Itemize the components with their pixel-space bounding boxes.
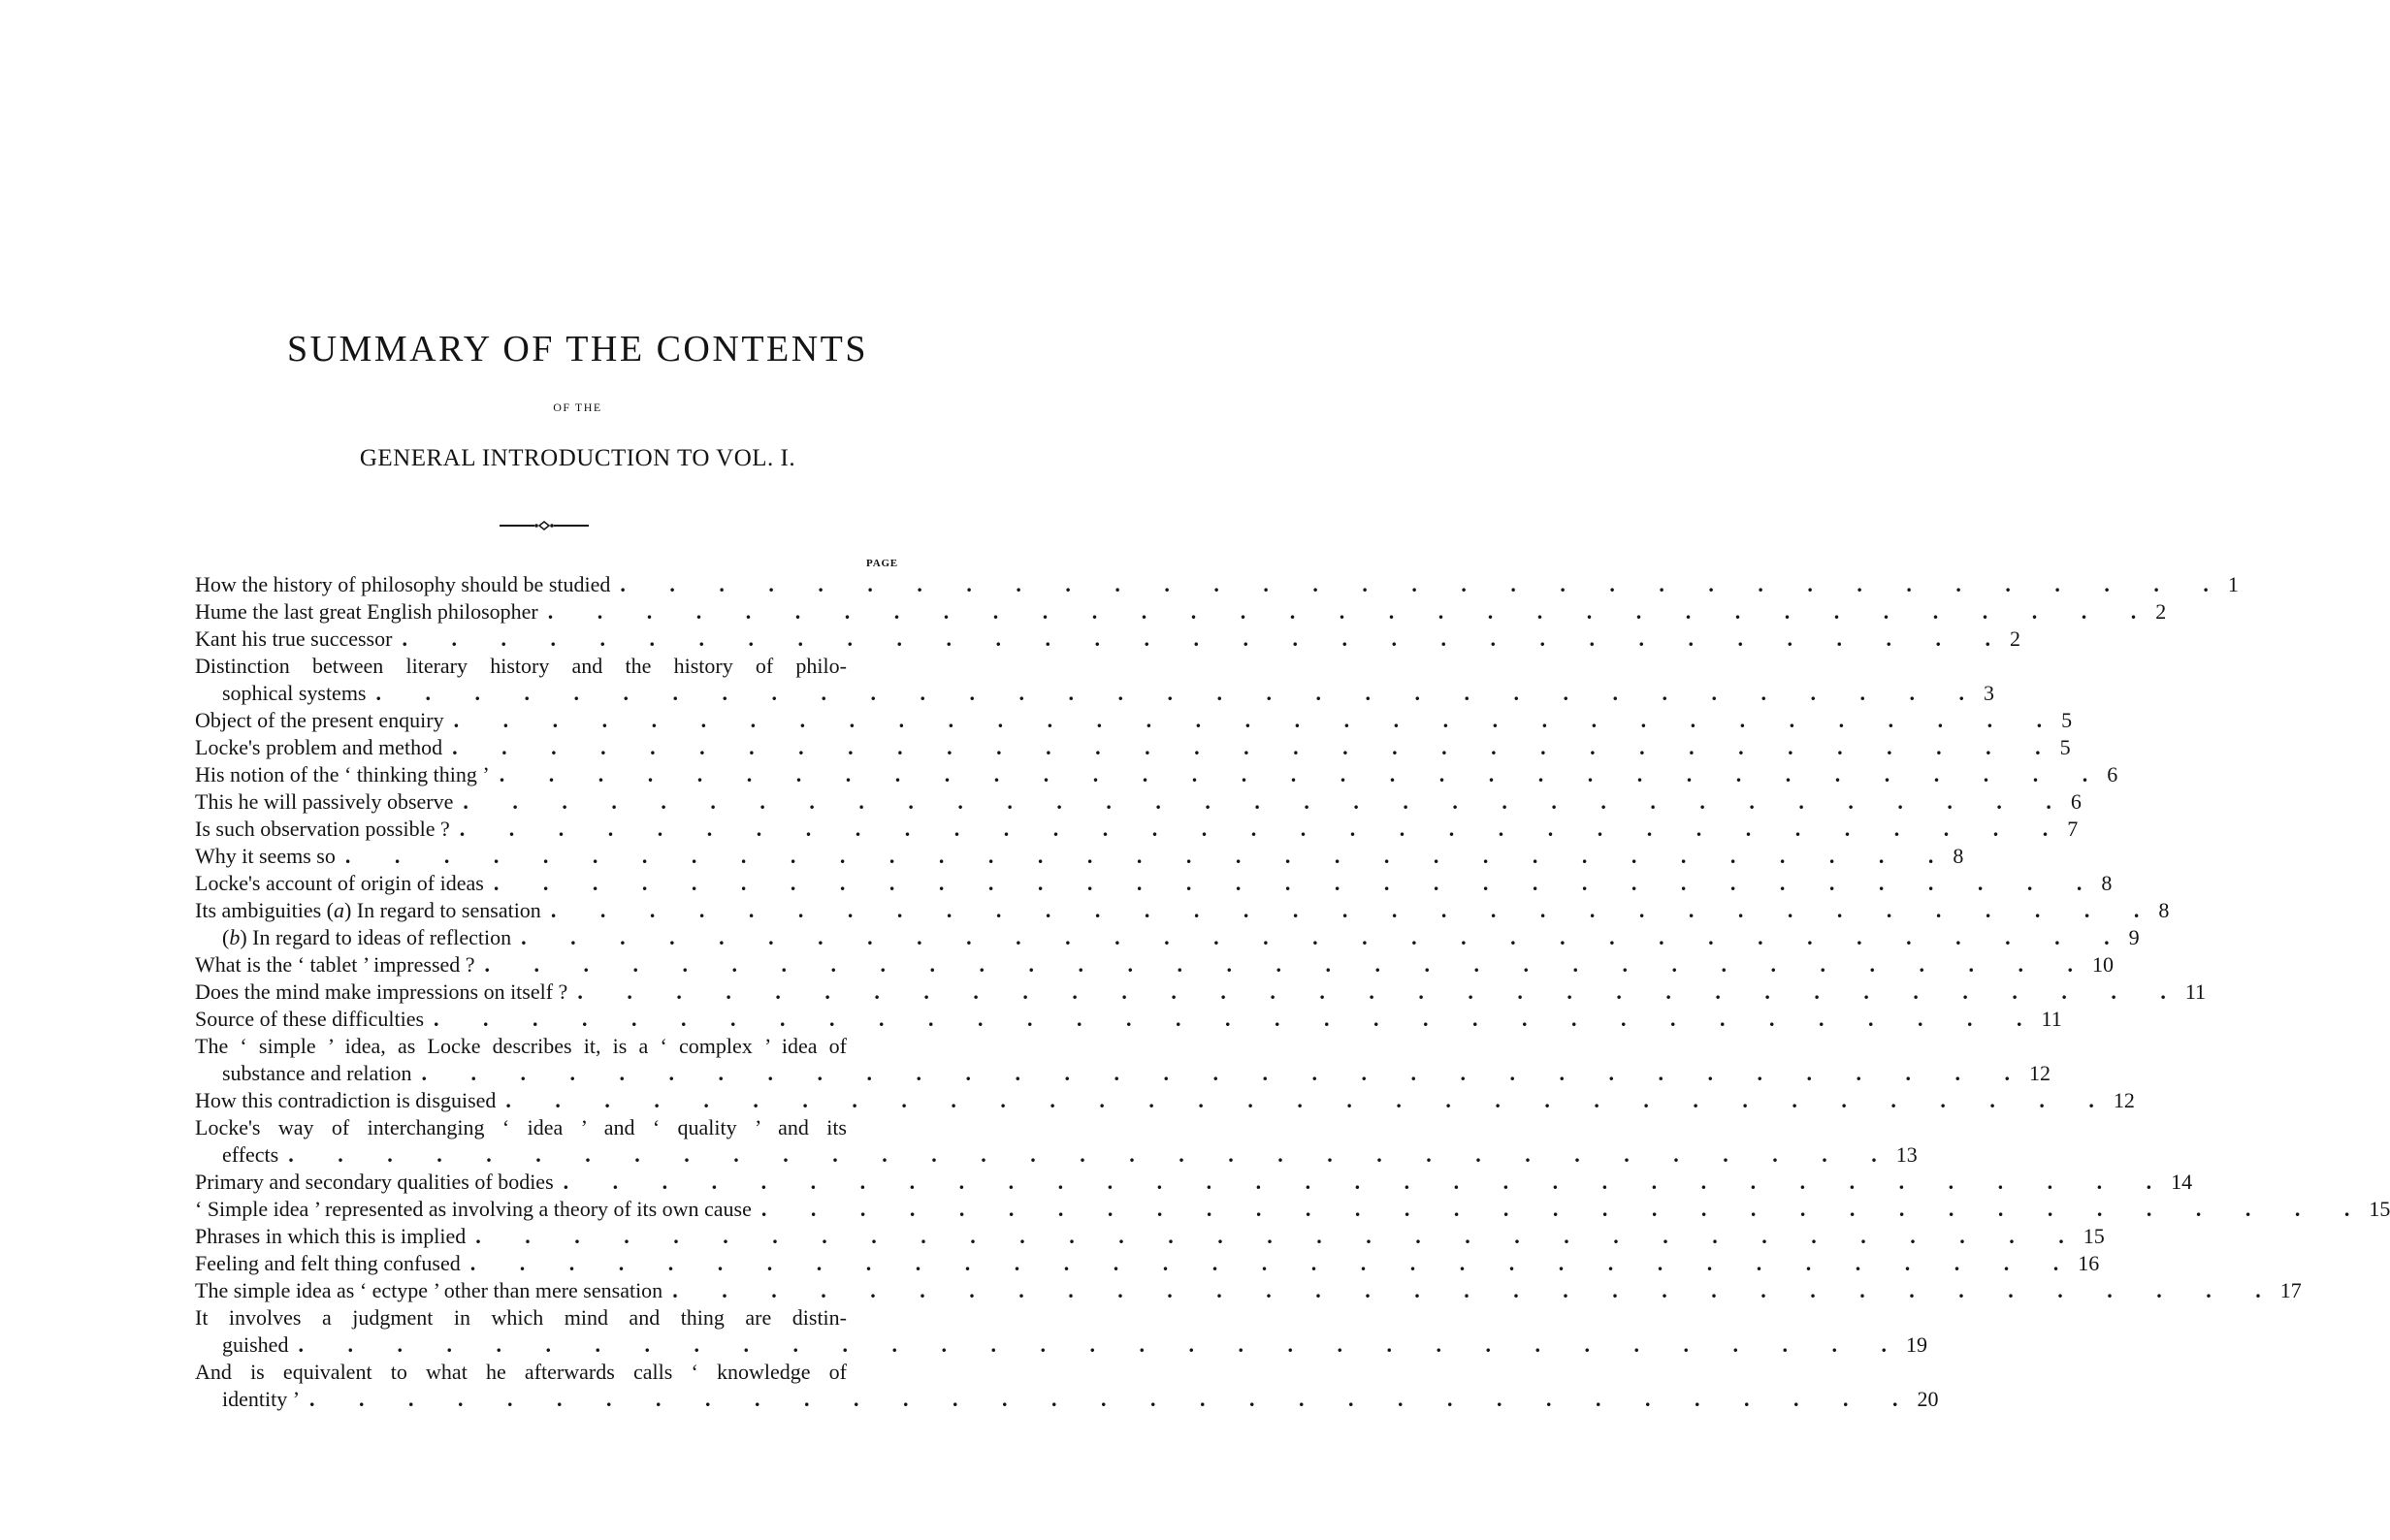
- dot-leader: . . . . . . . . . . . . . . . . . . . . . . . . . . . . . . . . .: [521, 925, 2129, 949]
- toc-entry-line: [195, 1359, 905, 1386]
- toc-entry: [195, 1006, 2062, 1033]
- toc-entry-text: The ‘ simple ’ idea, as Locke describes it, is a ‘ complex ’ idea of: [195, 1034, 847, 1058]
- ornament-divider-icon: [500, 521, 589, 530]
- toc-page-number: 1: [2227, 572, 2239, 596]
- dot-leader: . . . . . . . . . . . . . . . . . . . . . . . . . . . . . . . . .: [620, 572, 2228, 596]
- toc-entry-continuation: [195, 1141, 1918, 1169]
- toc-entry: [195, 1223, 2105, 1250]
- toc-entry-text-continued: effects: [222, 1142, 279, 1167]
- toc-page-number: 8: [2158, 898, 2170, 922]
- toc-entry-text: (b) In regard to ideas of reflection: [222, 925, 512, 949]
- toc-entry-text-continued: guished: [222, 1332, 289, 1357]
- toc-entry-text: Locke's problem and method: [195, 735, 443, 759]
- toc-entry: [195, 761, 2118, 788]
- toc-entry-line: [195, 1033, 905, 1060]
- toc-page-number: 11: [2041, 1007, 2062, 1031]
- toc-entry-text: The simple idea as ‘ ectype ’ other than mere sensation: [195, 1278, 663, 1302]
- toc-entry-text: Is such observation possible ?: [195, 817, 450, 841]
- toc-entry: [195, 979, 2207, 1006]
- page-title: SUMMARY OF THE CONTENTS: [286, 329, 869, 369]
- toc-entry: [195, 924, 2140, 951]
- toc-page-number: 10: [2092, 952, 2115, 977]
- toc-entry-text: Source of these difficulties: [195, 1007, 425, 1031]
- dot-leader: . . . . . . . . . . . . . . . . . . . . . . . . . . . . . . . . .: [452, 735, 2060, 759]
- toc-entry-text: How the history of philosophy should be studied: [195, 572, 611, 596]
- toc-entry-text: Does the mind make impressions on itself ?: [195, 979, 568, 1004]
- toc-page-number: 19: [1905, 1332, 1927, 1357]
- toc-entry-text: Phrases in which this is implied: [195, 1224, 467, 1248]
- toc-page-number: 7: [2067, 817, 2079, 841]
- toc-entry-text: ‘ Simple idea ’ represented as involving a theory of its own cause: [195, 1197, 752, 1221]
- toc-entry: [195, 734, 2071, 761]
- toc-entry-text: And is equivalent to what he afterwards calls ‘ knowledge of: [195, 1360, 847, 1384]
- toc-page-number: 17: [2279, 1278, 2302, 1302]
- toc-entry: [195, 897, 2170, 924]
- dot-leader: . . . . . . . . . . . . . . . . . . . . . . . . . . . . . . . . .: [459, 817, 2068, 841]
- toc-page-number: 5: [2061, 708, 2073, 732]
- toc-page-number: 6: [2070, 789, 2082, 814]
- toc-entry-text: Why it seems so: [195, 844, 336, 868]
- dot-leader: . . . . . . . . . . . . . . . . . . . . . . . . . . . . . . . . .: [375, 681, 1984, 705]
- toc-page-number: 5: [2059, 735, 2071, 759]
- toc-page-number: 2: [2009, 626, 2020, 651]
- toc-page-number: 13: [1895, 1142, 1918, 1167]
- toc-page-number: 12: [2113, 1088, 2135, 1112]
- toc-entry-line: [195, 1304, 905, 1331]
- dot-leader: . . . . . . . . . . . . . . . . . . . . . . . . . . . . . . . . .: [563, 1170, 2172, 1194]
- toc-entry-text: Distinction between literary history and the history of philo-: [195, 654, 847, 678]
- dot-leader: . . . . . . . . . . . . . . . . . . . . . . . . . . . . . . . . .: [309, 1387, 1918, 1411]
- toc-page-number: 16: [2078, 1251, 2100, 1275]
- toc-entry: [195, 1087, 2135, 1114]
- dot-leader: . . . . . . . . . . . . . . . . . . . . . . . . . . . . . . . . .: [434, 1007, 2042, 1031]
- toc-entry-text: Kant his true successor: [195, 626, 393, 651]
- toc-entry-line: [195, 653, 905, 680]
- toc-entry-text: What is the ‘ tablet ’ impressed ?: [195, 952, 475, 977]
- toc-page-number: 8: [1953, 844, 1964, 868]
- toc-page-number: 11: [2184, 979, 2207, 1004]
- dot-leader: . . . . . . . . . . . . . . . . . . . . . . . . . . . . . . . . .: [475, 1224, 2083, 1248]
- toc-page-number: 2: [2155, 599, 2167, 624]
- toc-page-number: 6: [2107, 762, 2118, 786]
- toc-entry: [195, 816, 2079, 843]
- toc-entry-text: His notion of the ‘ thinking thing ’: [195, 762, 490, 786]
- toc-entry-continuation: [195, 1331, 1927, 1359]
- toc-page-number: 9: [2128, 925, 2140, 949]
- toc-entry: [195, 1250, 2100, 1277]
- dot-leader: . . . . . . . . . . . . . . . . . . . . . . . . . . . . . . . . .: [288, 1142, 1896, 1167]
- toc-entry-text: Its ambiguities (a) In regard to sensation: [195, 898, 541, 922]
- toc-entry-text: How this contradiction is disguised: [195, 1088, 497, 1112]
- toc-entry-text: Object of the present enquiry: [195, 708, 444, 732]
- toc-page-number: 15: [2369, 1197, 2390, 1221]
- toc-page-number: 20: [1917, 1387, 1939, 1411]
- toc-entry: [195, 951, 2115, 979]
- dot-leader: . . . . . . . . . . . . . . . . . . . . . . . . . . . . . . . . .: [421, 1061, 2029, 1085]
- toc-entry-line: [195, 1114, 905, 1141]
- toc-entry-text: Locke's account of origin of ideas: [195, 871, 484, 895]
- page-column-header: PAGE: [866, 558, 898, 569]
- toc-entry: [195, 870, 2113, 897]
- toc-entry-text: Hume the last great English philosopher: [195, 599, 538, 624]
- toc-page-number: 12: [2029, 1061, 2051, 1085]
- dot-leader: . . . . . . . . . . . . . . . . . . . . . . . . . . . . . . . . .: [463, 789, 2071, 814]
- dot-leader: . . . . . . . . . . . . . . . . . . . . . . . . . . . . . . . . .: [499, 762, 2108, 786]
- toc-entry: [195, 571, 2239, 598]
- of-the-line: OF THE: [553, 401, 602, 414]
- toc-entry-text: It involves a judgment in which mind and thing are distin-: [195, 1305, 847, 1330]
- toc-entry: [195, 1169, 2193, 1196]
- toc-entry-text-continued: identity ’: [222, 1387, 301, 1411]
- dot-leader: . . . . . . . . . . . . . . . . . . . . . . . . . . . . . . . . .: [402, 626, 2010, 651]
- toc-entry-continuation: [195, 680, 1994, 707]
- dot-leader: . . . . . . . . . . . . . . . . . . . . . . . . . . . . . . . . .: [344, 844, 1954, 868]
- dot-leader: . . . . . . . . . . . . . . . . . . . . . . . . . . . . . . . . .: [484, 952, 2093, 977]
- toc-entry-text: Feeling and felt thing confused: [195, 1251, 461, 1275]
- toc-entry-continuation: [195, 1060, 2051, 1087]
- table-of-contents: [195, 571, 2390, 1413]
- toc-entry-text: Primary and secondary qualities of bodies: [195, 1170, 554, 1194]
- toc-entry-text: Locke's way of interchanging ‘ idea ’ and ‘ quality ’ and its: [195, 1115, 847, 1139]
- dot-leader: . . . . . . . . . . . . . . . . . . . . . . . . . . . . . . . . .: [298, 1332, 1906, 1357]
- toc-entry: [195, 598, 2167, 626]
- dot-leader: . . . . . . . . . . . . . . . . . . . . . . . . . . . . . . . . .: [547, 599, 2156, 624]
- dot-leader: . . . . . . . . . . . . . . . . . . . . . . . . . . . . . . . . .: [493, 871, 2102, 895]
- toc-entry: [195, 788, 2082, 816]
- toc-entry: [195, 1196, 2390, 1223]
- dot-leader: . . . . . . . . . . . . . . . . . . . . . . . . . . . . . . . . .: [577, 979, 2185, 1004]
- toc-entry: [195, 1277, 2302, 1304]
- dot-leader: . . . . . . . . . . . . . . . . . . . . . . . . . . . . . . . . .: [760, 1197, 2370, 1221]
- page-subtitle: GENERAL INTRODUCTION TO VOL. I.: [359, 445, 796, 471]
- dot-leader: . . . . . . . . . . . . . . . . . . . . . . . . . . . . . . . . .: [453, 708, 2062, 732]
- toc-entry-text-continued: substance and relation: [222, 1061, 412, 1085]
- toc-entry-text-continued: sophical systems: [222, 681, 367, 705]
- dot-leader: . . . . . . . . . . . . . . . . . . . . . . . . . . . . . . . . .: [550, 898, 2159, 922]
- toc-page-number: 15: [2083, 1224, 2105, 1248]
- toc-entry-text: This he will passively observe: [195, 789, 454, 814]
- toc-entry: [195, 626, 2020, 653]
- toc-page-number: 3: [1984, 681, 1994, 705]
- dot-leader: . . . . . . . . . . . . . . . . . . . . . . . . . . . . . . . . .: [672, 1278, 2280, 1302]
- dot-leader: . . . . . . . . . . . . . . . . . . . . . . . . . . . . . . . . .: [469, 1251, 2079, 1275]
- toc-page-number: 14: [2171, 1170, 2193, 1194]
- toc-entry: [195, 707, 2073, 734]
- toc-entry-continuation: [195, 1386, 1939, 1413]
- toc-page-number: 8: [2101, 871, 2113, 895]
- toc-entry: [195, 843, 1964, 870]
- dot-leader: . . . . . . . . . . . . . . . . . . . . . . . . . . . . . . . . .: [505, 1088, 2114, 1112]
